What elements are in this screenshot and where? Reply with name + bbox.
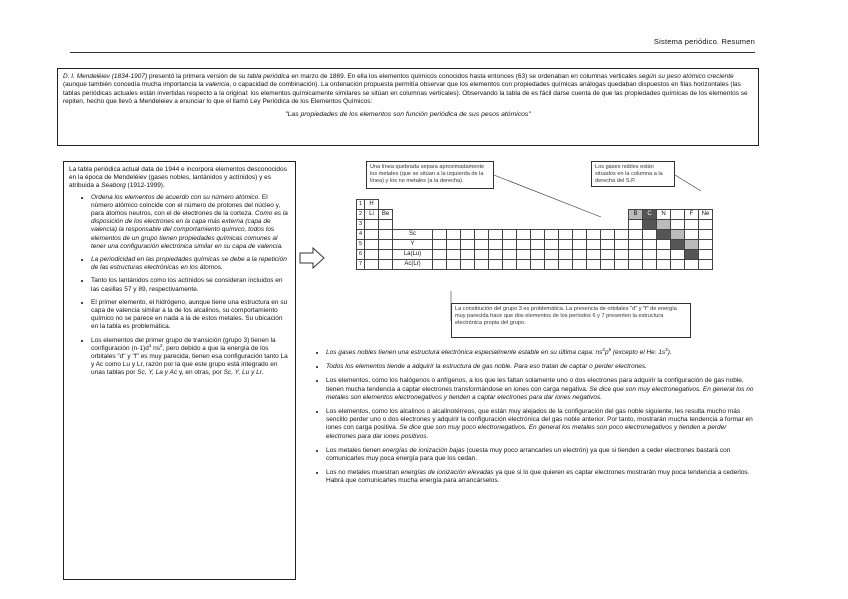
right-emphasis: p [604,349,609,356]
left-text: , pero debido a que la energía de los orbitales "d" y "f" es muy parecida, tienen esa configuración tanto La y Ac como Lu y Lr, razón por la que este grupo está integrado en unas tablas por [91,344,288,377]
callout-noble-gases: Los gases nobles están situados en la columna a la derecha del S.P. [591,161,675,187]
intro-text: (aunque también concedía mucha importancia la [63,81,206,89]
page-header-title: Sistema periódico. Resumen [653,37,755,46]
period-number: 4 [357,230,365,240]
intro-text: presentó la primera versión de su [147,73,248,80]
left-text: Los elementos del primer grupo de transición (grupo 3) tienen la configuración (n-1)d [91,336,276,352]
period-number: 7 [357,260,365,270]
left-text: . [261,369,264,377]
right-bullet-list [312,346,757,486]
element-cell: Be [379,210,393,220]
element-cell: H [365,200,379,210]
intro-text: en marzo de 1869. En ella los elementos químicos conocidos hasta entonces (63) se ordenaban en columnas verticales [289,73,639,80]
period-number: 5 [357,240,365,250]
table-row [357,250,713,260]
right-emphasis: energías de ionización bajas [382,446,465,454]
left-text: ns [151,344,160,352]
right-text: Los elementos, como los halógenos o anfígenos, a los que les faltan solamente uno o dos electrones para adquirir la configuración de gas noble, tienen mucha tendencia a captar electrones transformándose en iones con carga negativa. [326,377,744,393]
table-row [357,200,713,210]
author-name: D. I. Mendeléiev (1834-1907) [63,73,148,80]
intro-paragraph [63,73,753,107]
left-text: El primer elemento, el hidrógeno, aunque tiene una estructura en su capa de valencia similar a la de los alcalinos, su comportamiento químico no se parece en nada a la de estos metales. Su ubicación en la tabla es problemática. [91,298,288,331]
right-emphasis: Se dice que son muy electronegativos. En general los no metales son elementos electronegativos y tienden a captar electrones para dar iones negativos. [326,385,754,401]
element-cell: B [629,210,643,220]
element-cell: La(Lu) [393,250,433,260]
right-text: (cuesta muy poco arrancarles un electrón) ya que si tienden a ceder electrones bastará con comunicarles muy poca energía para que los cedan. [326,446,731,463]
callout-metals-line: Una línea quebrada separa aproximadamente los metales (que se sitúan a la izquierda de la línea) y los no metales (a la derecha). [366,161,494,189]
right-emphasis: energías de ionización elevadas [400,469,494,477]
superscript: 1 [148,342,152,348]
list-item [326,408,757,441]
element-cell: Ne [699,210,713,220]
period-number: 3 [357,220,365,230]
table-row [357,240,713,250]
element-cell: F [685,210,699,220]
left-intro [69,166,290,191]
intro-text: , o capacidad de combinación). La ordenación propuesta permitía observar que los elementos con propiedades químicas análogas quedaban dispuestos en filas horizontales (las tablas periódicas actuales están invertidas respecto a la original: los elementos químicamente similares se sitúan en columnas verticales). Observando la tabla de es fácil darse cuenta de que las propiedades químicas de los elementos se repiten, hecho que llevó a Mendeleiev a enunciar lo que el llamó Ley Periódica de los Elementos Químicos: [63,81,748,106]
table-row [357,220,713,230]
right-emphasis: Los gases nobles tienen una estructura electrónica especialmente estable en su última capa: ns [326,349,603,356]
element-cell: N [657,210,671,220]
intro-emphasis: tabla periódica [247,73,290,80]
left-text: La tabla periódica actual data de 1944 e incorpora elementos desconocidos en la época de Mendeléiev (gases nobles, lantánidos y actínidos) y es atribuida a [69,166,287,190]
list-item [326,447,757,463]
element-cell: C [643,210,657,220]
element-cell: Y [393,240,433,250]
right-text: Los elementos, como los alcalinos o alcalinotérreos, que están muy alejados de la configuración del gas noble siguiente, les resulta mucho más sencillo perder uno o dos electrones y adquirir la configuración electrónica del gas noble anterior. Por tanto, mostrarán mucha tendencia a formar en iones con carga positiva. [326,408,753,432]
element-cell: Ac(Lr) [393,260,433,270]
list-item [91,337,290,378]
left-emphasis: Seaborg [101,182,126,190]
table-row [357,210,713,220]
right-bullets [312,346,757,492]
periodic-table [356,199,713,270]
left-bullet-list [69,194,290,378]
left-text: y, en otras, por [177,369,224,377]
right-emphasis: (excepto el He: 1s [611,349,666,356]
left-emphasis: Sc, Y, La y Ac [137,369,178,377]
left-emphasis: Ordena los elementos de acuerdo con su número atómico [91,193,259,201]
right-emphasis: Se dice que son muy poco electronegativos. En general los metales son poco electronegativos y tienden a perder electrones para dar iones positivos. [326,424,727,440]
left-text: . El número atómico coincide con el número de protones del núcleo y, para átomos neutros, con el de electrones de la corteza. [91,193,281,218]
intro-emphasis: según su peso atómico creciente [638,73,734,80]
list-item [91,277,290,293]
period-number: 6 [357,250,365,260]
left-text: Tanto los lantánidos como los actínidos se consideran incluidos en las casillas 57 y 89, respectivamente. [91,277,283,293]
header-divider [70,52,755,53]
list-item [91,299,290,332]
left-emphasis: Como es la disposición de los electrones en la capa más externa (capa de valencia) la responsable del comportamiento químico, todos los elementos de un grupo tienen propiedades químicas comunes al tener una configuración electrónica similar en su capa de valencia. [91,210,288,250]
right-text: ya que si lo que quieren es captar electrones mostrarán muy poca tendencia a cederlos. Habrá que comunicarles mucha energía para arrancárselos. [326,469,750,485]
superscript: 2 [602,346,605,352]
periodic-table-figure [326,161,747,344]
right-emphasis: ). [667,349,672,356]
left-emphasis: La periodicidad en las propiedades químicas se debe a la repetición de las estructuras electrónicas en los átomos. [91,256,287,272]
period-number: 1 [357,200,365,210]
callout-group-3: La constitución del grupo 3 es problemática. La presencia de orbitales "d" y "f" de energía muy parecida hace que dos elementos de los períodos 6 y 7 presenten la estructura electrónica propia del grupo. [451,303,691,338]
list-item [91,256,290,272]
superscript: 2 [665,346,668,352]
table-row [357,230,713,240]
left-emphasis: Sc, Y, Lu y Lr [223,369,262,377]
list-item [326,469,757,485]
list-item [326,377,757,402]
list-item [326,363,757,371]
intro-box [57,68,759,146]
right-text: Los no metales muestran [326,469,401,477]
left-summary-box [63,161,296,580]
periodic-law-quote: "Las propiedades de los elementos son función periódica de sus pesos atómicos" [285,110,531,118]
superscript: 6 [608,346,612,352]
element-cell: Sc [393,230,433,240]
table-row [357,260,713,270]
element-cell: Li [365,210,379,220]
superscript: 2 [160,342,163,348]
period-number: 2 [357,210,365,220]
left-text: (1912-1999). [125,182,165,190]
right-arrow-icon [299,247,325,269]
list-item [91,194,290,251]
right-text: Los metales tienen [326,446,383,454]
right-emphasis: Todos los elementos tiende a adquirir la estructura de gas noble. Para eso tratan de captar o perder electrones. [326,363,647,371]
intro-emphasis: valencia [205,81,230,89]
list-item [326,346,757,357]
